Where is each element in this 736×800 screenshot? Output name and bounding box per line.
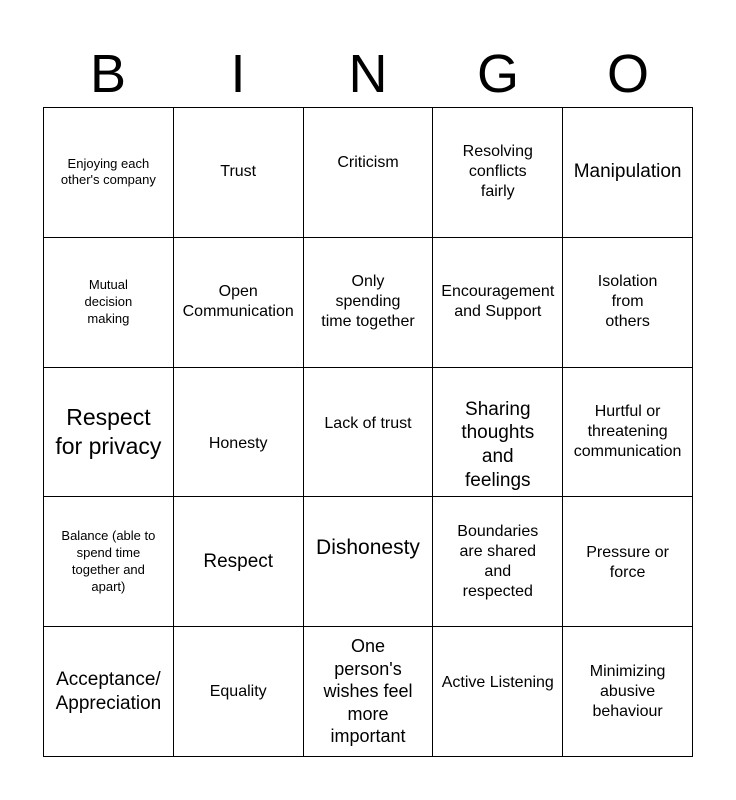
bingo-cell[interactable] — [304, 238, 434, 368]
header-letter-b: B — [89, 44, 127, 104]
bingo-cell[interactable] — [174, 368, 304, 498]
cell-label: Encouragement and Support — [441, 283, 555, 321]
cell-label: One person's wishes feel more important — [323, 636, 413, 747]
bingo-cell[interactable] — [304, 497, 434, 627]
bingo-cell[interactable] — [44, 497, 174, 627]
cell-label: Resolving conflicts fairly — [462, 143, 533, 201]
header-letter-n: N — [348, 44, 388, 104]
cell-label: Isolation from others — [597, 273, 658, 331]
cell-label: Sharing thoughts and feelings — [461, 398, 535, 491]
bingo-cell[interactable] — [304, 627, 434, 757]
cell-label: Respect for privacy — [55, 404, 162, 459]
bingo-cell[interactable] — [44, 238, 174, 368]
cell-label: Acceptance/ Appreciation — [55, 668, 162, 714]
bingo-cell[interactable] — [433, 627, 563, 757]
header-letter-o: O — [606, 44, 649, 104]
bingo-cell[interactable] — [44, 108, 174, 238]
bingo-cell[interactable] — [304, 108, 434, 238]
bingo-cell[interactable] — [174, 238, 304, 368]
cell-label: Pressure or force — [586, 544, 669, 582]
cell-label: Boundaries are shared and respected — [457, 522, 539, 600]
bingo-cell[interactable] — [563, 108, 693, 238]
cell-label: Open Communication — [182, 283, 294, 321]
cell-label: Minimizing abusive behaviour — [589, 662, 666, 720]
cell-label: Manipulation — [573, 161, 682, 182]
cell-label: Dishonesty — [316, 536, 420, 560]
cell-label: Respect — [203, 550, 274, 572]
bingo-cell[interactable] — [433, 368, 563, 498]
bingo-cell[interactable] — [433, 497, 563, 627]
bingo-cell[interactable] — [304, 368, 434, 498]
cell-label: Mutual decision making — [84, 276, 133, 326]
cell-label: Equality — [209, 682, 267, 700]
cell-label: Hurtful or threatening communication — [573, 402, 682, 460]
bingo-cell[interactable] — [563, 368, 693, 498]
cell-label: Honesty — [208, 434, 268, 452]
cell-label: Active Listening — [441, 674, 554, 692]
bingo-cell[interactable] — [174, 497, 304, 627]
header-letter-i: I — [230, 44, 246, 104]
cell-label: Balance (able to spend time together and apart) — [61, 528, 156, 594]
bingo-header — [43, 42, 693, 106]
bingo-cell[interactable] — [563, 497, 693, 627]
bingo-cell[interactable] — [563, 238, 693, 368]
bingo-cell[interactable] — [433, 108, 563, 238]
bingo-cell[interactable] — [44, 627, 174, 757]
cell-label: Lack of trust — [324, 414, 412, 432]
bingo-cell[interactable] — [563, 627, 693, 757]
header-letter-g: G — [476, 44, 519, 104]
bingo-cell[interactable] — [174, 627, 304, 757]
bingo-grid — [43, 107, 693, 757]
cell-label: Trust — [220, 163, 257, 181]
cell-label: Criticism — [337, 154, 399, 171]
bingo-cell[interactable] — [174, 108, 304, 238]
bingo-cell[interactable] — [44, 368, 174, 498]
cell-label: Only spending time together — [321, 273, 415, 331]
bingo-cell[interactable] — [433, 238, 563, 368]
cell-label: Enjoying each other's company — [60, 155, 156, 188]
